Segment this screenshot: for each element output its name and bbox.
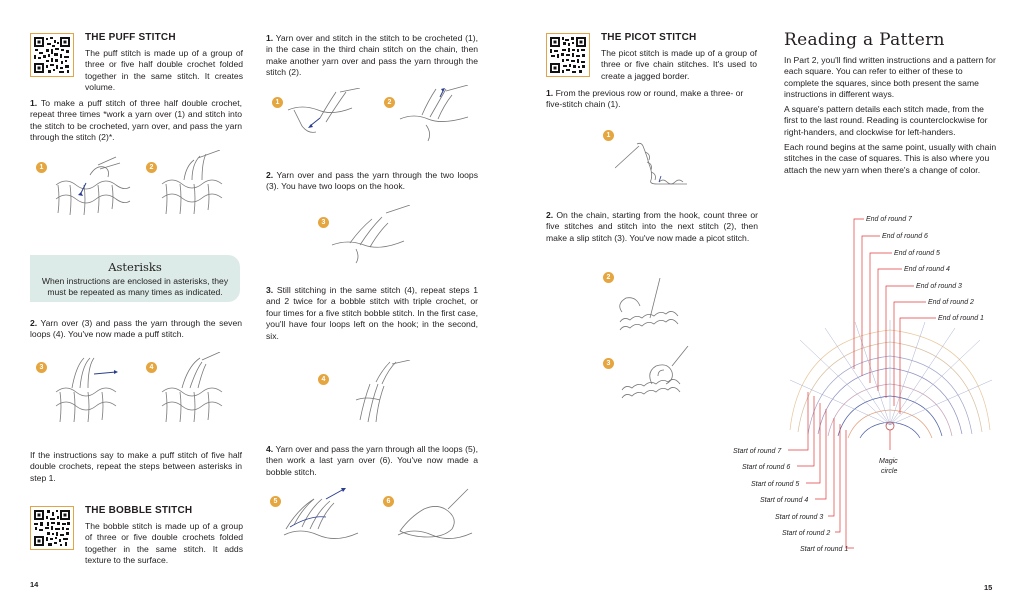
figure-badge-2: 2 — [146, 162, 157, 173]
start-of-round-1-label: Start of round 1 — [800, 546, 849, 553]
end-of-round-5-label: End of round 5 — [894, 250, 940, 257]
bobble-step4-illustration — [336, 360, 416, 430]
picot-step-2: 2. On the chain, starting from the hook, count three or five stitches and stitch into the next stitch (2), then make a slip stitch (3). You've now made a picot stitch. — [546, 210, 759, 243]
bobble-step6-illustration — [394, 485, 484, 550]
end-of-round-4-label: End of round 4 — [904, 266, 950, 273]
bobble-step-2: 2. Yarn over and pass the yarn through the two loops (3). You have two loops on the hook. — [266, 170, 479, 192]
end-of-round-2-label: End of round 2 — [928, 299, 974, 306]
asterisks-callout — [30, 255, 240, 302]
puff-stitch-intro: The puff stitch is made up of a group of three or five half double crochet folded together in the same stitch. It creates volume. — [85, 48, 243, 93]
bobble-step-4: 4. Yarn over and pass the yarn through all the loops (5), then work a last yarn over (6). You've now made a bobble stitch. — [266, 444, 479, 477]
start-of-round-labels — [733, 448, 848, 553]
bobble-step5-illustration — [280, 485, 370, 550]
reading-paragraph-2: A square's pattern details each stitch made, from the first to the last round. Reading is counterclockwise for right-handers, and clockwise for left-handers. — [784, 104, 988, 137]
qr-icon — [550, 37, 586, 73]
figure-badge-1: 1 — [603, 130, 614, 141]
bobble-step3-illustration — [330, 205, 420, 265]
picot-step3-illustration — [616, 346, 696, 408]
figure-badge-6: 6 — [383, 496, 394, 507]
figure-badge-4: 4 — [146, 362, 157, 373]
end-of-round-7-label: End of round 7 — [866, 216, 912, 223]
start-of-round-2-label: Start of round 2 — [782, 530, 831, 537]
asterisks-title: Asterisks — [108, 260, 162, 274]
figure-badge-2: 2 — [603, 272, 614, 283]
bobble-step1-illustration — [286, 88, 366, 143]
page-number-right: 15 — [984, 583, 993, 592]
figure-badge-4: 4 — [318, 374, 329, 385]
qr-icon — [34, 510, 70, 546]
start-of-round-7-label: Start of round 7 — [733, 448, 782, 455]
page-number-left: 14 — [30, 580, 39, 589]
bobble-step-3: 3. Still stitching in the same stitch (4), repeat steps 1 and 2 twice for a bobble stitch with triple crochet, or four times for a five stitch bobble stitch. In the first case, you'll have four loops left on the hook; in the second, six. — [266, 285, 478, 341]
bobble-step-1: 1. Yarn over and stitch in the stitch to be crocheted (1), in the case in the third chain stitch on the chain, then make another yarn over and pass the yarn through the stitch (2). — [266, 33, 478, 78]
figure-badge-3: 3 — [318, 217, 329, 228]
reading-a-pattern-title: Reading a Pattern — [784, 30, 945, 50]
picot-step1-illustration — [615, 118, 695, 193]
puff-stitch-heading: THE PUFF STITCH — [85, 32, 176, 43]
qr-code-picot[interactable] — [546, 33, 590, 77]
picot-stitch-intro: The picot stitch is made up of a group of three or five chain stitches. It's used to create a jagged border. — [601, 48, 757, 81]
figure-badge-1: 1 — [272, 97, 283, 108]
start-of-round-5-label: Start of round 5 — [751, 481, 800, 488]
start-of-round-3-label: Start of round 3 — [775, 514, 824, 521]
reading-paragraph-3: Each round begins at the same point, usually with chain stitches in the case of squares. This is also where you attach the new yarn when there's a change of color. — [784, 142, 997, 175]
end-of-round-6-label: End of round 6 — [882, 233, 928, 240]
bobble-stitch-heading: THE BOBBLE STITCH — [85, 505, 193, 516]
figure-badge-2: 2 — [384, 97, 395, 108]
reading-paragraph-1: In Part 2, you'll find written instructions and a pattern for each square. You can refer to either of these to complete the squares, since both present the same instructions in different ways. — [784, 55, 996, 100]
figure-badge-5: 5 — [270, 496, 281, 507]
start-of-round-4-label: Start of round 4 — [760, 497, 809, 504]
figure-badge-3: 3 — [603, 358, 614, 369]
figure-badge-3: 3 — [36, 362, 47, 373]
puff-step1-illustration — [50, 155, 134, 225]
figure-badge-1: 1 — [36, 162, 47, 173]
qr-code-bobble[interactable] — [30, 506, 74, 550]
start-of-round-6-label: Start of round 6 — [742, 464, 791, 471]
end-of-round-1-label: End of round 1 — [938, 315, 984, 322]
puff-five-note: If the instructions say to make a puff stitch of five half double crochets, repeat the steps between asterisks in step 1. — [30, 450, 242, 483]
picot-step-1: 1. From the previous row or round, make a three- or five-stitch chain (1). — [546, 88, 744, 110]
puff-step-1: 1. To make a puff stitch of three half double crochet, repeat three times *work a yarn over (1) and stitch into the stitch to be crocheted, yarn over, and pass the yarn through the stitch (2)*. — [30, 98, 242, 143]
puff-step-2: 2. Yarn over (3) and pass the yarn through the seven loops (4). You've now made a puff stitch. — [30, 318, 243, 340]
puff-step4-illustration — [158, 352, 230, 427]
puff-step3-illustration — [52, 352, 136, 427]
qr-code-puff[interactable] — [30, 33, 74, 77]
picot-stitch-heading: THE PICOT STITCH — [601, 32, 697, 43]
magic-circle-label-line1: Magic — [879, 458, 898, 465]
asterisks-text: When instructions are enclosed in asterisks, they must be repeated as many times as indicated. — [41, 276, 229, 298]
qr-icon — [34, 37, 70, 73]
magic-circle-label-line2: circle — [881, 468, 898, 475]
puff-step2-illustration — [158, 150, 228, 225]
pattern-diagram — [730, 210, 1010, 560]
crochet-chart — [785, 320, 995, 440]
bobble-stitch-intro: The bobble stitch is made up of a group of three or five double crochets folded together in the same stitch. It adds texture to the surface. — [85, 521, 243, 566]
picot-step2-illustration — [612, 278, 692, 340]
end-of-round-3-label: End of round 3 — [916, 283, 962, 290]
bobble-step2-illustration — [396, 85, 476, 145]
